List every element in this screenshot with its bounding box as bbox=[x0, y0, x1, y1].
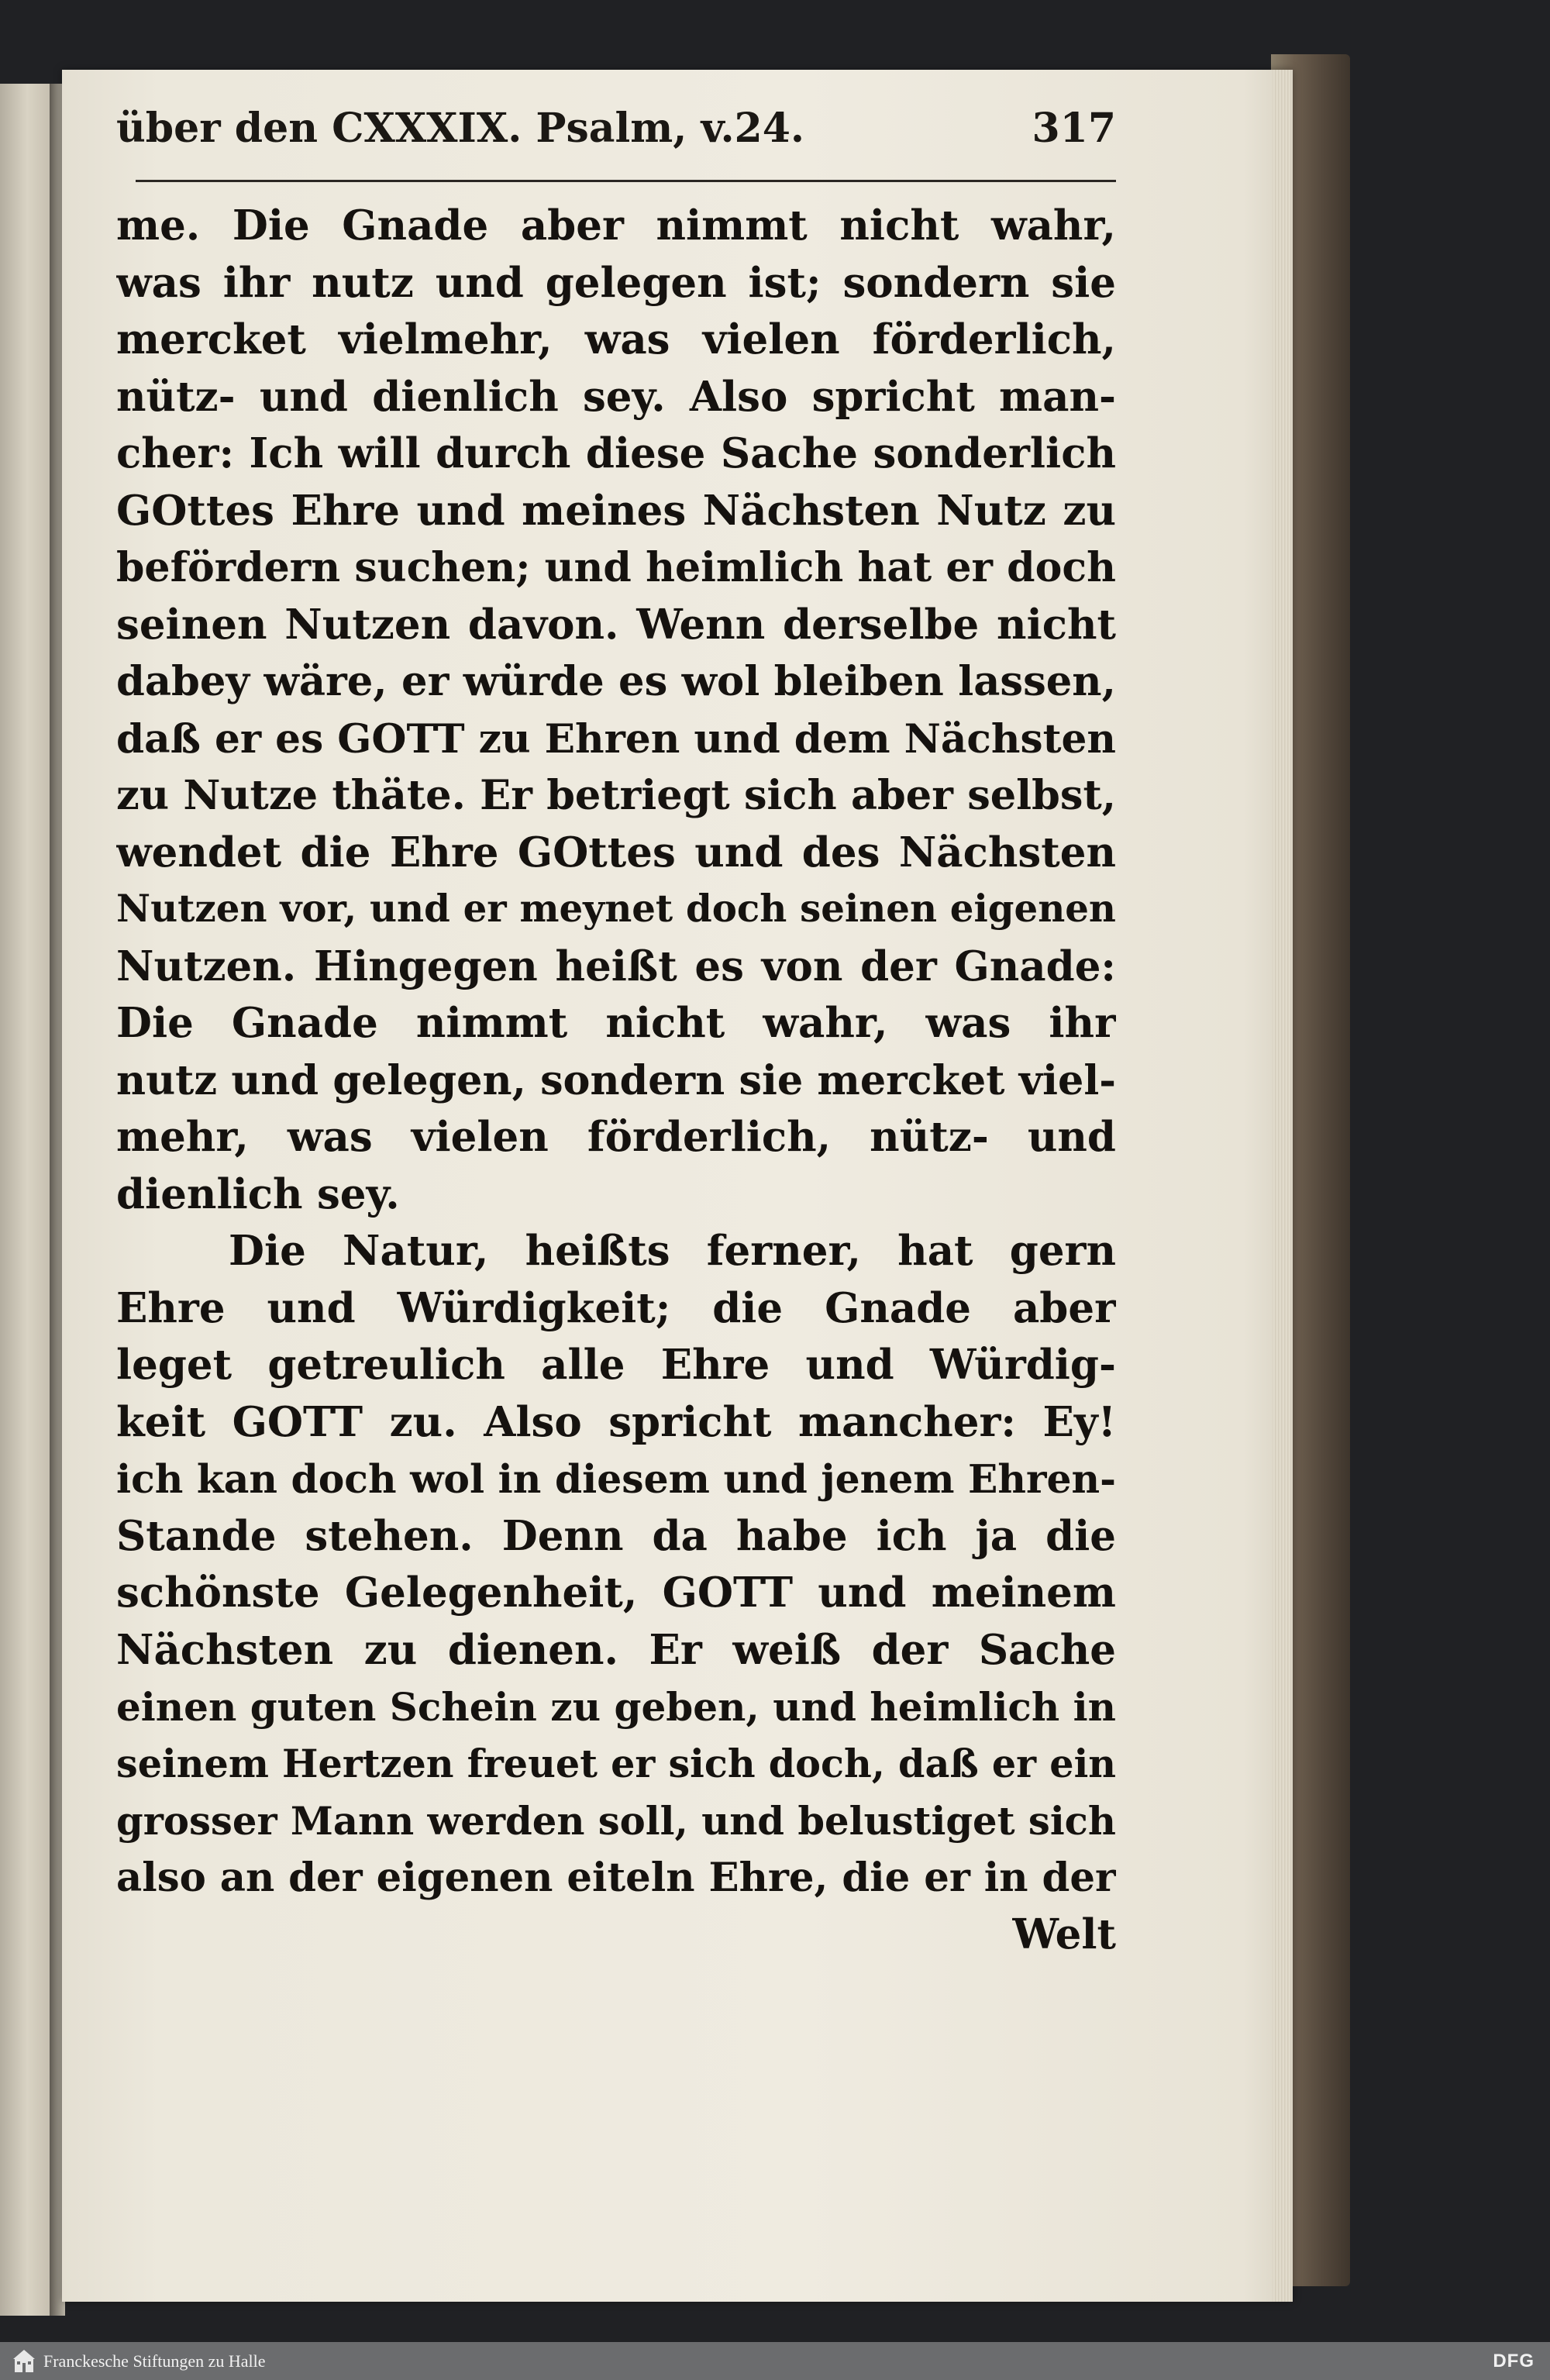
running-head bbox=[116, 105, 1116, 167]
text-line: Die Natur, heißts ferner, hat gern bbox=[229, 1227, 1116, 1275]
text-line: dabey wäre, er würde es wol bleiben lassen, bbox=[116, 657, 1116, 705]
text-line: keit GOTT zu. Also spricht mancher: Ey! bbox=[116, 1397, 1116, 1446]
text-line: ich kan doch wol in diesem und jenem Ehren- bbox=[116, 1456, 1116, 1502]
text-line: Nächsten zu dienen. Er weiß der Sache bbox=[116, 1625, 1116, 1674]
text-line: Die Gnade nimmt nicht wahr, was ihr bbox=[116, 999, 1116, 1047]
text-line: mehr, was vielen förderlich, nütz- und bbox=[116, 1113, 1116, 1161]
text-line: daß er es GOTT zu Ehren und dem Nächsten bbox=[116, 715, 1116, 763]
institution-name: Franckesche Stiftungen zu Halle bbox=[43, 2351, 266, 2371]
text-line: seinem Hertzen freuet er sich doch, daß er ein bbox=[116, 1741, 1116, 1786]
text-line: mercket vielmehr, was vielen förderlich, bbox=[116, 315, 1116, 363]
page-edge bbox=[1273, 70, 1293, 2302]
text-line: befördern suchen; und heimlich hat er doch bbox=[116, 544, 1116, 591]
dfg-logo: DFG bbox=[1493, 2350, 1534, 2371]
previous-page-edge bbox=[0, 84, 50, 2316]
text-line: seinen Nutzen davon. Wenn derselbe nicht bbox=[116, 600, 1116, 649]
text-line: grosser Mann werden soll, und belustiget sich bbox=[116, 1798, 1116, 1844]
text-line: dienlich sey. bbox=[116, 1169, 400, 1218]
text-line: Stande stehen. Denn da habe ich ja die bbox=[116, 1511, 1116, 1560]
text-line: Ehre und Würdigkeit; die Gnade aber bbox=[116, 1283, 1116, 1332]
text-line: einen guten Schein zu geben, und heimlich in bbox=[116, 1684, 1116, 1730]
text-line: was ihr nutz und gelegen ist; sondern sie bbox=[116, 258, 1116, 307]
text-line: nütz- und dienlich sey. Also spricht man- bbox=[116, 372, 1116, 421]
catchword: Welt bbox=[1012, 1910, 1116, 1958]
text-line: wendet die Ehre GOttes und des Nächsten bbox=[116, 828, 1116, 877]
text-line: also an der eigenen eiteln Ehre, die er in der bbox=[116, 1854, 1116, 1901]
text-line: leget getreulich alle Ehre und Würdig- bbox=[116, 1341, 1116, 1389]
footer-institution bbox=[12, 2347, 266, 2375]
text-line: nutz und gelegen, sondern sie mercket viel- bbox=[116, 1056, 1116, 1104]
page-number: 317 bbox=[1032, 105, 1116, 152]
text-line: Nutzen. Hingegen heißt es von der Gnade: bbox=[116, 942, 1116, 990]
text-line: zu Nutze thäte. Er betriegt sich aber selbst, bbox=[116, 772, 1116, 819]
running-title: über den CXXXIX. Psalm, v.24. bbox=[116, 105, 805, 152]
text-line: schönste Gelegenheit, GOTT und meinem bbox=[116, 1569, 1116, 1617]
body-text bbox=[116, 198, 1116, 1964]
header-rule bbox=[136, 180, 1116, 182]
text-line: Nutzen vor, und er meynet doch seinen eigenen bbox=[116, 887, 1116, 931]
institution-logo-icon bbox=[12, 2347, 36, 2375]
text-line: GOttes Ehre und meines Nächsten Nutz zu bbox=[116, 486, 1116, 535]
footer-bar bbox=[0, 2342, 1550, 2380]
text-line: me. Die Gnade aber nimmt nicht wahr, bbox=[116, 201, 1116, 250]
text-line: cher: Ich will durch diese Sache sonderlich bbox=[116, 429, 1116, 477]
